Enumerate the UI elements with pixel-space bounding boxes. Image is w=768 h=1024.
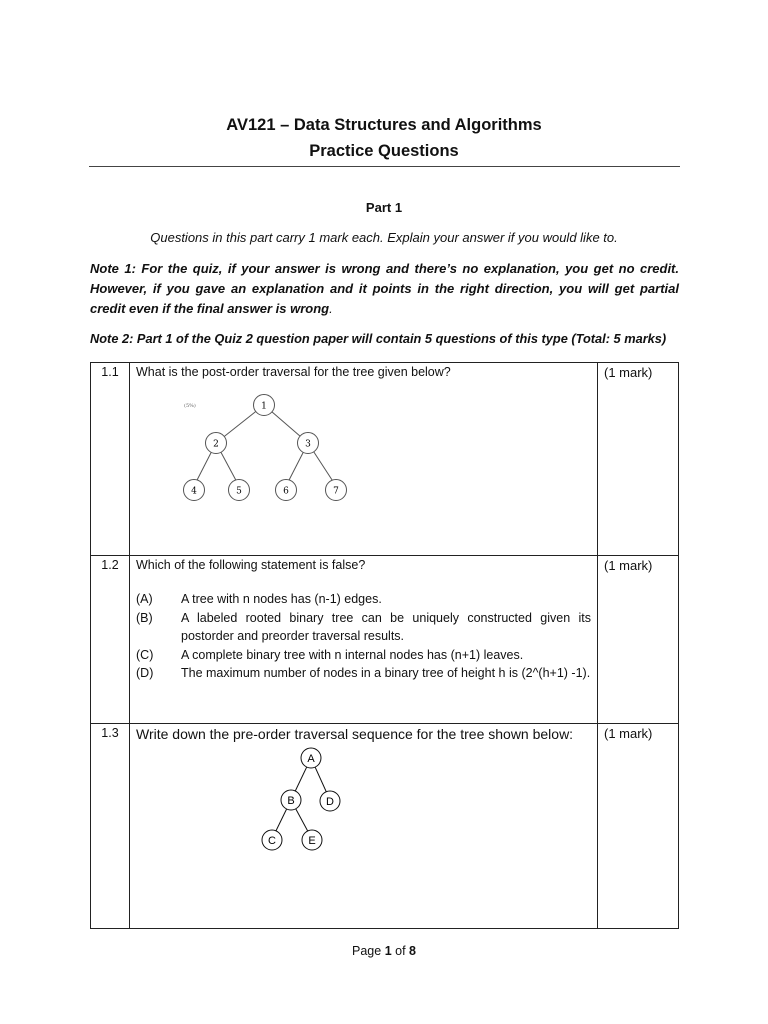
question-text: Write down the pre-order traversal sequence for the tree shown below: (136, 726, 574, 742)
tree-node-label: 1 (261, 401, 267, 412)
note-1-end: . (329, 301, 333, 316)
tree-node-label: 2 (213, 439, 219, 450)
question-number: 1.2 (91, 556, 130, 724)
question-text: Which of the following statement is false? (136, 558, 366, 572)
question-body (130, 363, 598, 556)
tree-node (298, 433, 319, 454)
page-word: Page (352, 944, 382, 958)
tree-node (281, 790, 301, 810)
question-number: 1.3 (91, 724, 130, 929)
note-1 (90, 259, 679, 319)
tree-node-label: 6 (283, 486, 289, 497)
option-text: A tree with n nodes has (n-1) edges. (181, 592, 382, 606)
option-text: A complete binary tree with n internal nodes has (n+1) leaves. (181, 647, 524, 662)
tree-node-label: 5 (236, 486, 242, 497)
header-divider (89, 166, 680, 167)
question-marks: (1 mark) (598, 556, 679, 724)
question-marks: (1 mark) (598, 724, 679, 929)
total-pages-number: 8 (409, 944, 416, 958)
tree-node-label: 4 (191, 486, 197, 497)
tree-node (301, 748, 321, 768)
page-footer (0, 944, 768, 958)
tree-node (184, 480, 205, 501)
tree-node-label: C (268, 835, 276, 847)
tree-node (229, 480, 250, 501)
document-subtitle: Practice Questions (309, 142, 459, 160)
tree-node (262, 830, 282, 850)
question-body (130, 724, 598, 929)
tree-node (276, 480, 297, 501)
option-label: (B) (136, 610, 153, 625)
binary-tree-diagram-2 (256, 744, 356, 856)
part-instruction: Questions in this part carry 1 mark each. Explain your answer if you would like to. (150, 230, 618, 245)
option-label: (D) (136, 666, 154, 680)
tree-node-label: A (307, 753, 315, 765)
answer-options (136, 590, 591, 683)
current-page-number: 1 (384, 944, 392, 958)
tree-node (302, 830, 322, 850)
option-label: (A) (136, 592, 153, 606)
tree-node (206, 433, 227, 454)
tree-node-label: 3 (305, 439, 311, 450)
tree-node (254, 395, 275, 416)
of-word: of (395, 944, 406, 958)
option-text: A labeled rooted binary tree can be uniquely constructed given its postorder and preorder traversal results. (181, 610, 591, 643)
question-row-1-2 (91, 556, 679, 724)
tree-corner-label: (5%) (184, 403, 196, 409)
question-row-1-3 (91, 724, 679, 929)
option-text: The maximum number of nodes in a binary tree of height h is (2^(h+1) -1). (181, 666, 591, 680)
note-2: Note 2: Part 1 of the Quiz 2 question paper will contain 5 questions of this type (Total: 5 marks) (90, 331, 667, 346)
note-1-text: Note 1: For the quiz, if your answer is wrong and there’s no explanation, you get no credit. However, if you gave an explanation and it points in the right direction, you will get partial credit even if the final answer is wrong (90, 261, 679, 316)
part-heading: Part 1 (365, 200, 403, 215)
questions-table (90, 362, 679, 929)
question-body (130, 556, 598, 724)
question-number: 1.1 (91, 363, 130, 556)
answer-option (136, 609, 591, 646)
answer-option (136, 664, 591, 683)
binary-tree-diagram-1 (176, 387, 366, 512)
course-title: AV121 – Data Structures and Algorithms (226, 116, 542, 134)
tree-node-label: D (326, 796, 334, 808)
tree-node-label: 7 (333, 486, 339, 497)
answer-option (136, 590, 591, 609)
question-marks: (1 mark) (598, 363, 679, 556)
question-text: What is the post-order traversal for the tree given below? (136, 365, 451, 379)
tree-node-label: B (287, 795, 295, 807)
option-label: (C) (136, 647, 154, 662)
question-row-1-1 (91, 363, 679, 556)
tree-node (320, 791, 340, 811)
answer-option (136, 646, 591, 665)
tree-node (326, 480, 347, 501)
tree-node-label: E (308, 835, 316, 847)
